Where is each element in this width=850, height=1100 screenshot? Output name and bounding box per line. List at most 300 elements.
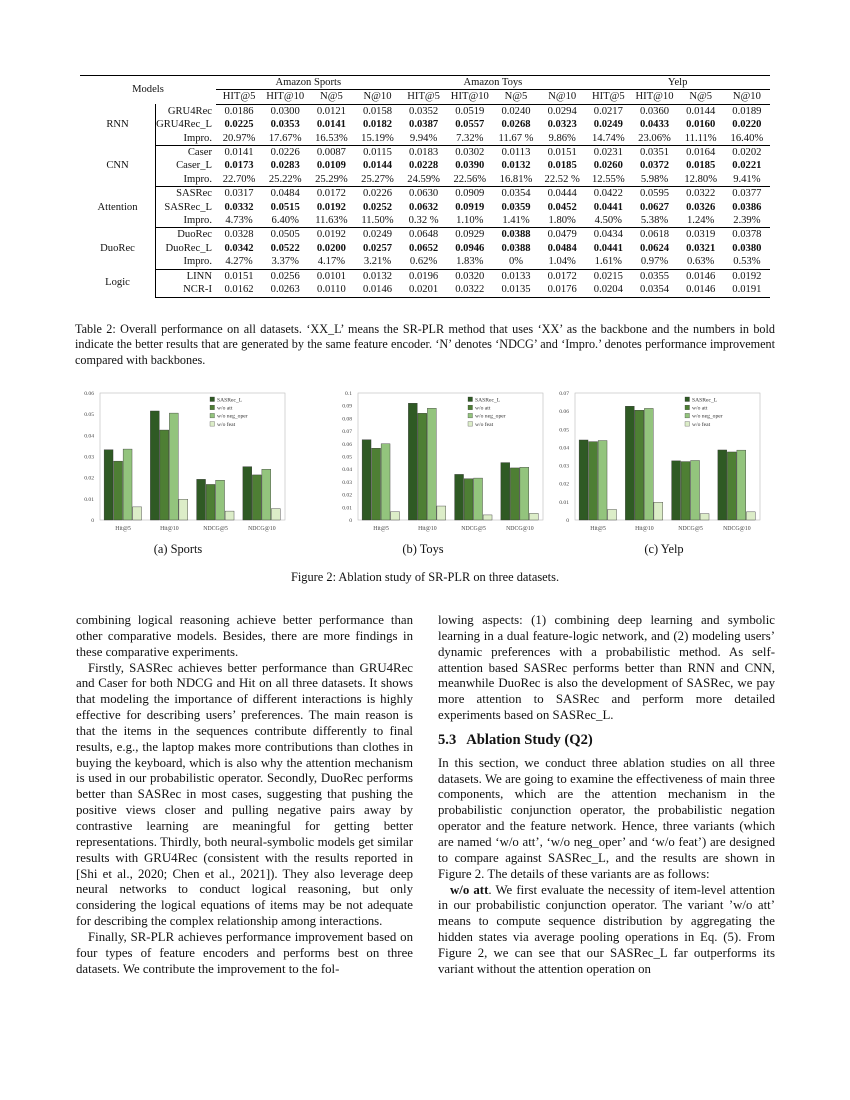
table-cell: 0.0101: [316, 270, 346, 282]
table-cell: 11.63%: [308, 214, 354, 228]
table-cell: 0.0192: [732, 270, 762, 282]
paragraph: Finally, SR-PLR achieves performance improvement based on four types of feature encoders and performs best on three datasets. We contribute the improvement to the fol-: [76, 929, 413, 976]
table-cell: 0.0113: [501, 147, 531, 159]
table-cell: 16.81%: [493, 173, 539, 187]
table-cell: 0.0323: [547, 119, 577, 131]
table-row: [80, 242, 770, 255]
table-cell: 22.70%: [216, 173, 262, 187]
table-cell: 0.0484: [270, 188, 300, 200]
table-row: [80, 132, 770, 146]
metric-header: N@10: [354, 90, 400, 104]
group-label: RNN: [80, 104, 156, 145]
table-cell: 0.0202: [732, 147, 762, 159]
table-row: [80, 173, 770, 187]
bar: [483, 515, 492, 520]
table-cell: 0.0115: [363, 147, 392, 159]
bar: [635, 410, 644, 520]
legend-swatch: [210, 422, 215, 427]
legend-label: w/o att: [217, 405, 233, 412]
table-cell: 0.0519: [455, 105, 485, 117]
group-label: DuoRec: [80, 228, 156, 269]
bar: [501, 463, 510, 520]
table-cell: 1.10%: [447, 214, 493, 228]
table-cell: 16.40%: [724, 132, 770, 146]
bar: [418, 413, 427, 520]
table-cell: 0.0326: [686, 201, 716, 213]
table-cell: 0.0300: [270, 105, 300, 117]
table-cell: 12.80%: [678, 173, 724, 187]
table-cell: 0.0221: [732, 160, 762, 172]
table-cell: 0.0146: [354, 283, 400, 297]
table-cell: 0.0217: [593, 105, 623, 117]
table-cell: 0.0434: [593, 229, 623, 241]
table-cell: 0.0146: [686, 270, 716, 282]
table-cell: 0.0260: [593, 160, 623, 172]
table-cell: 0.0204: [585, 283, 631, 297]
table-cell: 0.0220: [732, 119, 762, 131]
bar: [625, 406, 634, 520]
table-cell: 0.0317: [224, 188, 254, 200]
table-cell: 25.29%: [308, 173, 354, 187]
table-cell: 0.62%: [401, 255, 447, 269]
bar: [362, 440, 371, 520]
table-cell: 0.0321: [686, 242, 716, 254]
bar: [455, 474, 464, 520]
table-cell: 9.94%: [401, 132, 447, 146]
table-cell: 1.61%: [585, 255, 631, 269]
table-cell: 11.11%: [678, 132, 724, 146]
bar: [727, 452, 736, 520]
bar: [391, 512, 400, 520]
table-row: [80, 159, 770, 172]
table-cell: 0.0484: [547, 242, 577, 254]
chart-toys: [318, 385, 548, 540]
table-cell: 0.0257: [362, 242, 393, 254]
legend-swatch: [468, 413, 473, 418]
table-cell: 0.0249: [593, 119, 623, 131]
table-cell: 12.55%: [585, 173, 631, 187]
table-cell: 0.0173: [224, 160, 254, 172]
table-cell: 0.0192: [316, 229, 346, 241]
model-name: Caser_L: [176, 160, 212, 172]
table-cell: 0.0929: [455, 229, 485, 241]
legend-label: w/o att: [475, 405, 491, 412]
bar: [608, 509, 617, 520]
legend-swatch: [685, 397, 690, 402]
x-tick-label: Hit@10: [418, 526, 437, 532]
legend-swatch: [210, 413, 215, 418]
table-cell: 0.0390: [455, 160, 485, 172]
legend-label: w/o neg_oper: [217, 413, 248, 420]
table-cell: 0.0160: [686, 119, 716, 131]
legend-swatch: [468, 397, 473, 402]
chart-yelp-svg: [535, 385, 765, 540]
table-cell: 0.0268: [501, 119, 531, 131]
table-cell: 0.0422: [593, 188, 623, 200]
bar: [654, 502, 663, 520]
x-tick-label: NDCG@5: [678, 526, 703, 532]
table-cell: 0.0342: [224, 242, 254, 254]
bar: [262, 469, 271, 520]
table-cell: 9.86%: [539, 132, 585, 146]
table-cell: 0.0919: [455, 201, 485, 213]
legend-swatch: [468, 405, 473, 410]
table-cell: 4.50%: [585, 214, 631, 228]
table-cell: 25.27%: [354, 173, 400, 187]
table-cell: 0.0121: [316, 105, 346, 117]
metric-header: HIT@5: [401, 90, 447, 104]
y-tick-label: 0.04: [559, 445, 569, 452]
table-cell: 25.22%: [262, 173, 308, 187]
table-cell: 0.0132: [362, 270, 393, 282]
y-tick-label: 0.05: [559, 427, 569, 434]
bar: [464, 479, 473, 520]
paragraph-lead: w/o att: [450, 882, 489, 897]
table-cell: 0.0433: [639, 119, 670, 131]
table-cell: 0.53%: [724, 255, 770, 269]
model-name: DuoRec_L: [165, 242, 212, 254]
table-cell: 0.0320: [455, 270, 485, 282]
table-cell: 1.04%: [539, 255, 585, 269]
table-cell: 0.32 %: [401, 214, 447, 228]
table-cell: 0.0164: [686, 147, 716, 159]
y-tick-label: 0.05: [84, 412, 94, 419]
table-cell: 0.0144: [686, 105, 716, 117]
table-cell: 6.40%: [262, 214, 308, 228]
y-tick-label: 0.07: [559, 391, 569, 397]
bar: [579, 440, 588, 520]
table-row: [80, 269, 770, 283]
bar: [718, 450, 727, 520]
bar: [589, 442, 598, 520]
bar: [169, 413, 178, 520]
table-cell: 0.0158: [362, 105, 393, 117]
y-tick-label: 0.01: [342, 505, 352, 512]
table-row: [80, 201, 770, 214]
table-cell: 0.0087: [316, 147, 346, 159]
table-row: [80, 283, 770, 297]
dataset-header: Amazon Toys: [401, 76, 586, 90]
bar: [520, 467, 529, 520]
x-tick-label: Hit@5: [373, 526, 389, 532]
table-cell: 0.0172: [547, 270, 577, 282]
bar: [672, 461, 681, 520]
table-header-row: [80, 76, 770, 90]
bar: [691, 460, 700, 520]
bar: [160, 430, 169, 520]
table-cell: 0.0176: [539, 283, 585, 297]
x-tick-label: NDCG@5: [461, 526, 486, 532]
table-cell: 0.0185: [686, 160, 716, 172]
table-cell: 0.0183: [409, 147, 439, 159]
table-cell: 4.27%: [216, 255, 262, 269]
table-cell: 0.0110: [308, 283, 354, 297]
table-cell: 0.0302: [455, 147, 485, 159]
table-cell: 0.0353: [270, 119, 300, 131]
right-column: [438, 613, 775, 978]
table-cell: 24.59%: [401, 173, 447, 187]
table-cell: 0.0595: [639, 188, 670, 200]
table-row: [80, 228, 770, 242]
table-cell: 0%: [493, 255, 539, 269]
table-cell: 17.67%: [262, 132, 308, 146]
group-label: Attention: [80, 187, 156, 228]
legend-label: SASRec_L: [475, 397, 501, 404]
y-tick-label: 0.09: [342, 403, 352, 410]
table-cell: 0.0146: [678, 283, 724, 297]
table-cell: 0.0226: [270, 147, 300, 159]
results-table: [80, 75, 770, 298]
chart-yelp: [535, 385, 765, 540]
model-name: SASRec_L: [164, 201, 212, 213]
table-cell: 2.39%: [724, 214, 770, 228]
metric-header: HIT@10: [631, 90, 677, 104]
bar: [510, 468, 519, 520]
y-tick-label: 0.06: [559, 409, 569, 416]
table-cell: 4.73%: [216, 214, 262, 228]
metric-header: N@10: [724, 90, 770, 104]
table-cell: 0.0452: [547, 201, 577, 213]
y-tick-label: 0.06: [342, 441, 352, 448]
model-name: Impro.: [156, 255, 216, 269]
paragraph: [438, 883, 775, 978]
metric-header: HIT@10: [262, 90, 308, 104]
section-number: 5.3: [438, 731, 457, 748]
paragraph: Firstly, SASRec achieves better performance than GRU4Rec and Caser for both NDCG and Hit on all three datasets. It shows that modeling the importance of different interactions is highly effective for describing users’ preferences. The main reason is that the items in the sequences contribute differently to final results, e.g., the laptop makes more contributions than clothes in buying the keyboard, which is also why the attention mechanism is used in our probabilistic operator. Secondly, DuoRec performs better than SASRec in most cases, suggesting that pushing the positive views closer and pulling negative pairs away by contrastive learning are meaningful for getting better representations. Thirdly, both neural-symbolic models get similar results with GRU4Rec (consistent with the results reported in [Shi et al., 2020; Chen et al., 2021]). They also leverage deep neural networks to conduct logical reasoning, but only considering the logical equations of items may be not adequate for describing the complex relationship among interactions.: [76, 660, 413, 929]
legend-label: w/o feat: [475, 421, 494, 428]
table-cell: 0.0332: [224, 201, 254, 213]
table-cell: 0.0522: [270, 242, 300, 254]
figure-caption: Figure 2: Ablation study of SR-PLR on three datasets.: [290, 570, 560, 584]
table-cell: 0.0909: [455, 188, 485, 200]
table-cell: 0.0372: [639, 160, 670, 172]
legend-swatch: [685, 405, 690, 410]
model-name: GRU4Rec_L: [156, 119, 212, 131]
y-tick-label: 0.03: [342, 479, 352, 486]
model-name: GRU4Rec: [167, 105, 212, 117]
bar: [644, 408, 653, 520]
bar: [437, 506, 446, 520]
y-tick-label: 0.1: [345, 391, 352, 397]
table-cell: 3.21%: [354, 255, 400, 269]
table-cell: 0.0200: [316, 242, 346, 254]
legend-label: w/o feat: [217, 421, 236, 428]
y-tick-label: 0.02: [559, 481, 569, 488]
table-cell: 0.0360: [639, 105, 670, 117]
table-cell: 0.97%: [631, 255, 677, 269]
table-cell: 20.97%: [216, 132, 262, 146]
table-cell: 0.0135: [493, 283, 539, 297]
bar: [427, 408, 436, 520]
x-tick-label: Hit@5: [115, 526, 131, 532]
bar: [598, 441, 607, 520]
bar: [737, 450, 746, 520]
table-cell: 0.0228: [409, 160, 439, 172]
model-name: LINN: [186, 270, 212, 282]
metric-header: HIT@5: [216, 90, 262, 104]
metric-header: HIT@5: [585, 90, 631, 104]
table-cell: 11.67 %: [493, 132, 539, 146]
table-cell: 0.0240: [501, 105, 531, 117]
table-cell: 0.0172: [316, 188, 346, 200]
chart-sports-svg: [60, 385, 290, 540]
table-cell: 0.0256: [270, 270, 300, 282]
table-cell: 0.0652: [409, 242, 439, 254]
x-tick-label: NDCG@10: [248, 526, 276, 532]
table-row: [80, 104, 770, 118]
section-title: Ablation Study (Q2): [466, 731, 593, 748]
subcaption-yelp: (c) Yelp: [644, 542, 684, 556]
table-cell: 0.0380: [732, 242, 762, 254]
y-tick-label: 0: [91, 518, 94, 524]
table-cell: 1.83%: [447, 255, 493, 269]
bar: [243, 467, 252, 520]
table-cell: 5.38%: [631, 214, 677, 228]
table-cell: 0.0294: [547, 105, 577, 117]
bar: [408, 403, 417, 520]
table-cell: 5.98%: [631, 173, 677, 187]
table-cell: 9.41%: [724, 173, 770, 187]
metric-header: N@5: [678, 90, 724, 104]
table-cell: 0.63%: [678, 255, 724, 269]
model-name: Impro.: [156, 214, 216, 228]
legend-label: SASRec_L: [692, 397, 718, 404]
table-cell: 0.0351: [639, 147, 670, 159]
paragraph-text: . We first evaluate the necessity of item-level attention in our probabilistic conjunction operator. The variant ’w/o att’ means to compute sequence distribution by aggregating the hidden states via average pooling operations in Eq. (5). From Figure 2, we can see that our SASRec_L far outperforms its variant without the attention operation on: [438, 882, 775, 976]
model-name: NCR-I: [156, 283, 216, 297]
bar: [150, 411, 159, 520]
y-tick-label: 0.03: [84, 454, 94, 461]
table-cell: 0.0192: [316, 201, 346, 213]
dataset-header: Yelp: [585, 76, 770, 90]
table-row: [80, 214, 770, 228]
y-tick-label: 0.07: [342, 429, 352, 436]
table-cell: 0.0201: [401, 283, 447, 297]
table-cell: 0.0359: [501, 201, 531, 213]
section-heading: [438, 733, 775, 749]
table-cell: 0.0632: [409, 201, 439, 213]
bar: [179, 499, 188, 520]
table-cell: 0.0618: [639, 229, 670, 241]
model-name: SASRec: [176, 188, 212, 200]
legend-label: w/o feat: [692, 421, 711, 428]
y-tick-label: 0.08: [342, 416, 352, 423]
table-cell: 23.06%: [631, 132, 677, 146]
table-row: [80, 187, 770, 201]
table-cell: 0.0144: [362, 160, 393, 172]
y-tick-label: 0.04: [342, 467, 352, 474]
paragraph: combining logical reasoning achieve better performance than other comparative models. Besides, there are more findings in these comparative experiments.: [76, 613, 413, 659]
table-cell: 0.0226: [362, 188, 393, 200]
y-tick-label: 0.05: [342, 454, 352, 461]
table-cell: 0.0557: [455, 119, 485, 131]
table-cell: 0.0648: [409, 229, 439, 241]
table-cell: 0.0479: [547, 229, 577, 241]
bar: [746, 512, 755, 520]
table-cell: 0.0388: [501, 229, 531, 241]
table-cell: 0.0388: [501, 242, 531, 254]
table-cell: 0.0378: [732, 229, 762, 241]
table-cell: 0.0249: [362, 229, 393, 241]
table-row: [80, 255, 770, 269]
subcaption-sports: (a) Sports: [153, 542, 203, 556]
table-cell: 16.53%: [308, 132, 354, 146]
bar: [372, 448, 381, 520]
table-cell: 0.0352: [409, 105, 439, 117]
legend-swatch: [685, 413, 690, 418]
bar: [216, 480, 225, 520]
y-tick-label: 0.04: [84, 433, 94, 440]
bar: [700, 514, 709, 520]
table-cell: 0.0441: [593, 242, 623, 254]
subcaption-toys: (b) Toys: [402, 542, 444, 556]
table-cell: 15.19%: [354, 132, 400, 146]
table-cell: 0.0322: [686, 188, 716, 200]
bar: [197, 479, 206, 520]
table-cell: 0.0377: [732, 188, 762, 200]
model-name: DuoRec: [177, 229, 212, 241]
table-cell: 0.0252: [362, 201, 393, 213]
table-cell: 0.0225: [224, 119, 254, 131]
y-tick-label: 0.06: [84, 391, 94, 397]
table-cell: 4.17%: [308, 255, 354, 269]
table-cell: 0.0186: [224, 105, 254, 117]
table-cell: 0.0109: [316, 160, 346, 172]
legend-swatch: [210, 405, 215, 410]
table-cell: 0.0162: [216, 283, 262, 297]
table-cell: 0.0946: [455, 242, 485, 254]
bar: [133, 507, 142, 520]
bar: [206, 484, 215, 520]
table-cell: 22.56%: [447, 173, 493, 187]
bar: [271, 509, 280, 520]
table-cell: 0.0355: [639, 270, 670, 282]
table-cell: 0.0354: [631, 283, 677, 297]
legend-label: w/o neg_oper: [692, 413, 723, 420]
table-cell: 0.0133: [501, 270, 531, 282]
model-name: Impro.: [156, 173, 216, 187]
table-cell: 7.32%: [447, 132, 493, 146]
legend-swatch: [468, 422, 473, 427]
y-tick-label: 0.02: [342, 492, 352, 499]
legend-label: w/o neg_oper: [475, 413, 506, 420]
table-cell: 1.41%: [493, 214, 539, 228]
metric-header: HIT@10: [447, 90, 493, 104]
table-cell: 0.0630: [409, 188, 439, 200]
metric-header: N@5: [308, 90, 354, 104]
model-name: Impro.: [156, 132, 216, 146]
table-cell: 0.0441: [593, 201, 623, 213]
group-label: CNN: [80, 146, 156, 187]
table-cell: 0.0354: [501, 188, 531, 200]
legend-label: SASRec_L: [217, 397, 243, 404]
table-cell: 3.37%: [262, 255, 308, 269]
table-cell: 0.0185: [547, 160, 577, 172]
x-tick-label: Hit@10: [635, 526, 654, 532]
table-cell: 0.0151: [547, 147, 577, 159]
table-cell: 0.0191: [724, 283, 770, 297]
table-row: [80, 146, 770, 160]
x-tick-label: NDCG@5: [203, 526, 228, 532]
table-caption: Table 2: Overall performance on all datasets. ‘XX_L’ means the SR-PLR method that uses ‘XX’ as the backbone and the numbers in bold indicate the better results that are generated by the same feature encoder. ‘N’ denotes ‘NDCG’ and ‘Impro.’ denotes performance improvement compared with backbones.: [75, 322, 775, 367]
legend-label: w/o att: [692, 405, 708, 412]
table-cell: 14.74%: [585, 132, 631, 146]
group-label: Logic: [80, 269, 156, 297]
x-tick-label: NDCG@10: [723, 526, 751, 532]
table-cell: 0.0505: [270, 229, 300, 241]
table-cell: 0.0322: [447, 283, 493, 297]
table-cell: 0.0515: [270, 201, 300, 213]
